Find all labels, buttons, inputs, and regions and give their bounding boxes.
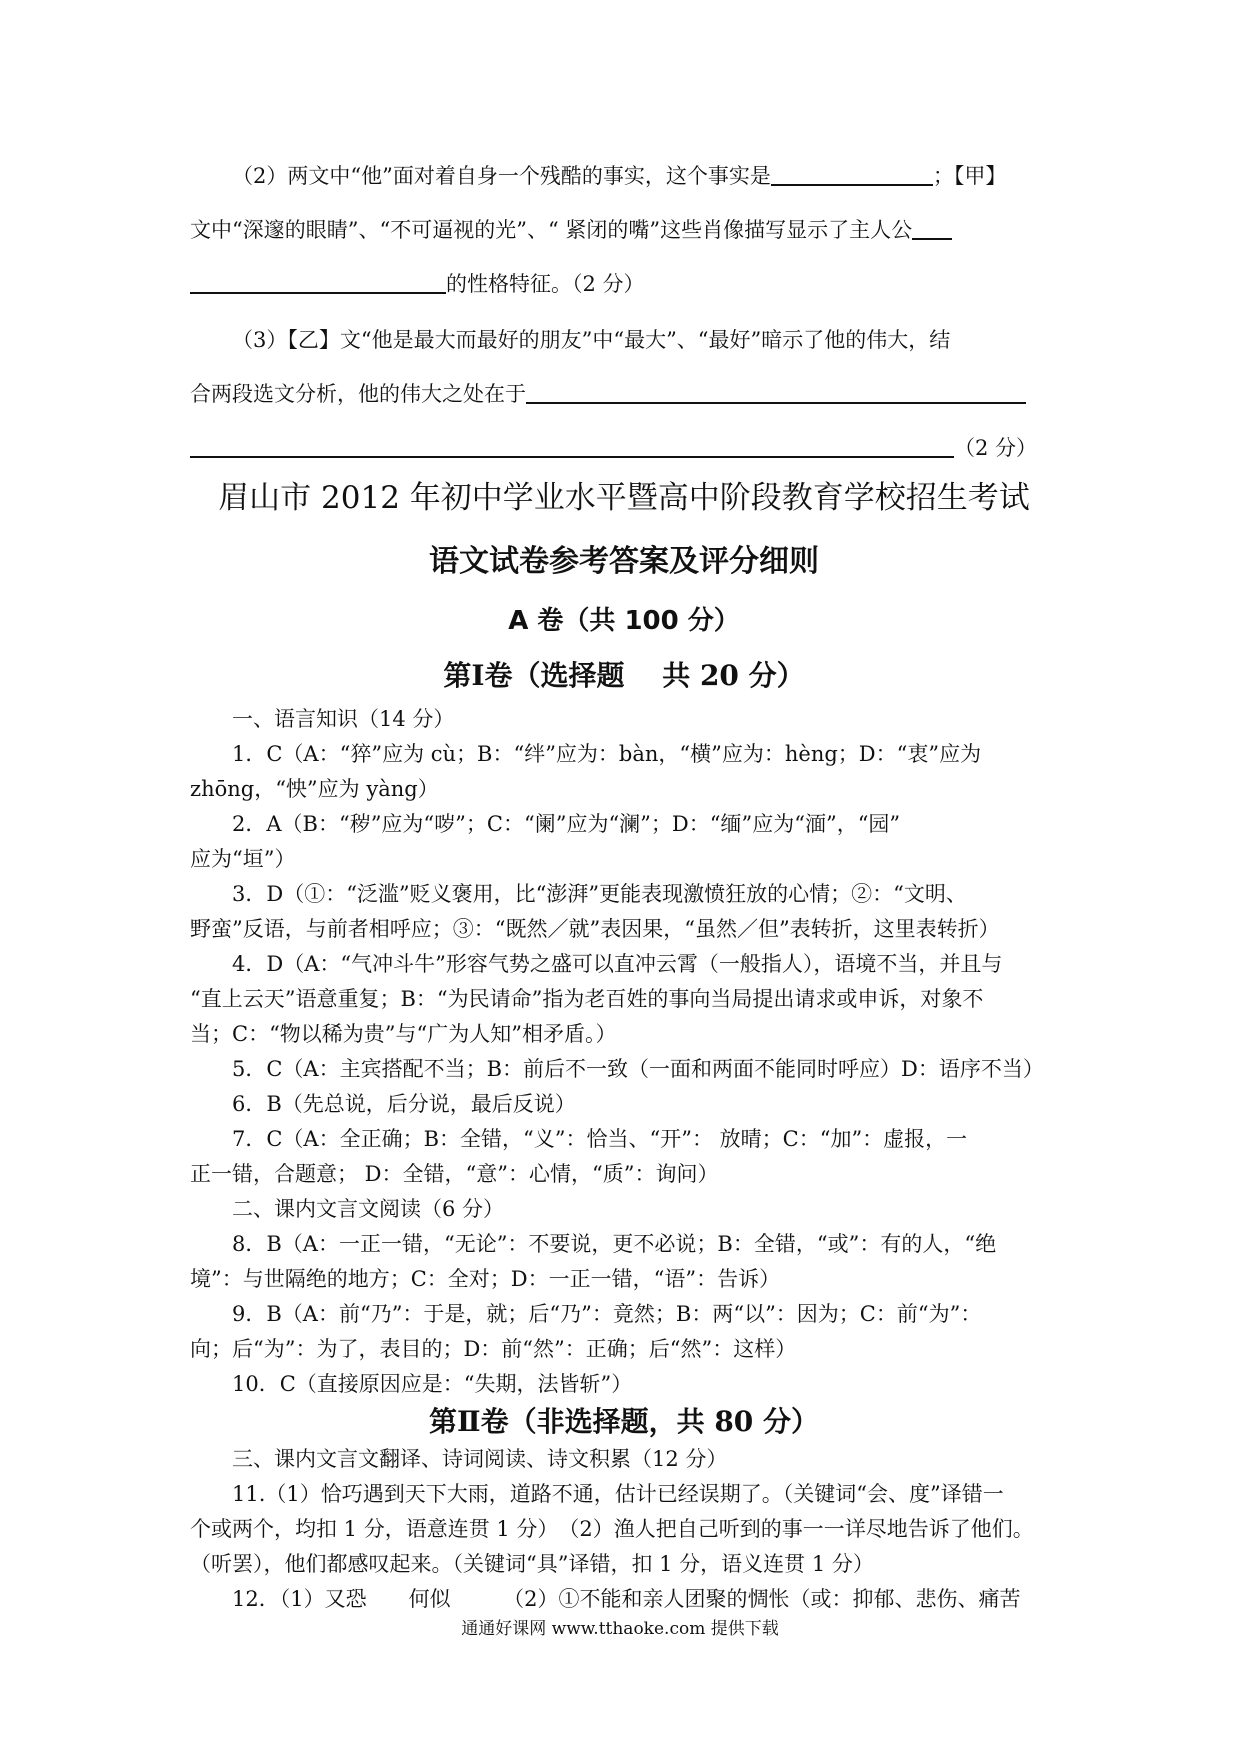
answer-line: 应为“垣”） <box>190 847 296 871</box>
section-heading: 一、语言知识（14 分） <box>232 707 455 731</box>
section-heading: 二、课内文言文阅读（6 分） <box>232 1197 505 1221</box>
question-text: 的性格特征。（2 分） <box>446 272 645 296</box>
answer-blank <box>771 162 933 186</box>
answer-line: 5．C（A：主宾搭配不当；B：前后不一致（一面和两面不能同时呼应）D：语序不当） <box>232 1057 1044 1081</box>
question-3-line-3 <box>190 430 1058 466</box>
question-3-line-1 <box>190 322 1058 358</box>
exam-title: 眉山市 2012 年初中学业水平暨高中阶段教育学校招生考试 <box>218 480 1030 516</box>
question-2-line-1 <box>190 158 1058 194</box>
answer-line: 正一错，合题意； D：全错，“意”：心情，“质”：询问） <box>190 1162 719 1186</box>
answer-line: “直上云天”语意重复；B：“为民请命”指为老百姓的事向当局提出请求或申诉，对象不 <box>190 987 984 1011</box>
part-2-heading: 第Ⅱ卷（非选择题，共 80 分） <box>428 1405 820 1438</box>
answer-line: 当；C：“物以稀为贵”与“广为人知”相矛盾。） <box>190 1022 617 1046</box>
answer-blank <box>912 216 952 240</box>
question-2-line-3 <box>190 266 1058 302</box>
answer-line: 2．A（B：“秽”应为“哕”；C：“阑”应为“澜”；D：“缅”应为“湎”，“园” <box>232 812 901 836</box>
answer-line: 野蛮”反语，与前者相呼应；③：“既然／就”表因果，“虽然／但”表转折，这里表转折） <box>190 917 1000 941</box>
answer-blank <box>190 270 446 294</box>
answer-line: 12．（1）又恐 何似 （2）①不能和亲人团聚的惆怅（或：抑郁、悲伤、痛苦 <box>232 1587 1021 1611</box>
answer-line: zhōng，“怏”应为 yàng） <box>190 777 439 801</box>
answer-line: 境”：与世隔绝的地方；C：全对；D：一正一错，“语”：告诉） <box>190 1267 781 1291</box>
question-3-line-2 <box>190 376 1058 412</box>
answer-line: （听罢），他们都感叹起来。（关键词“具”译错，扣 1 分，语义连贯 1 分） <box>190 1552 874 1576</box>
question-text: 文中“深邃的眼睛”、“不可逼视的光”、“ 紧闭的嘴”这些肖像描写显示了主人公 <box>190 218 913 242</box>
answer-line: 11.（1）恰巧遇到天下大雨，道路不通，估计已经误期了。（关键词“会、度”译错一 <box>232 1482 1004 1506</box>
answer-line: 3．D（①：“泛滥”贬义褒用，比“澎湃”更能表现激愤狂放的心情；②：“文明、 <box>232 882 967 906</box>
volume-a-heading: A 卷（共 100 分） <box>508 606 740 636</box>
answer-blank <box>526 380 1026 404</box>
question-text: （2）两文中“他”面对着自身一个残酷的事实，这个事实是 <box>232 164 771 188</box>
answer-line: 个或两个，均扣 1 分，语意连贯 1 分） （2）渔人把自己听到的事一一详尽地告诉了他们。 <box>190 1517 1034 1541</box>
question-text: （2 分） <box>954 436 1038 460</box>
question-text: ；【甲】 <box>932 164 1007 188</box>
question-text: 合两段选文分析，他的伟大之处在于 <box>190 382 526 406</box>
answer-line: 9．B（A：前“乃”：于是，就；后“乃”：竟然；B：两“以”：因为；C：前“为”： <box>232 1302 982 1326</box>
section-heading: 三、课内文言文翻译、诗词阅读、诗文积累（12 分） <box>232 1447 728 1471</box>
answer-line: 6．B（先总说，后分说，最后反说） <box>232 1092 576 1116</box>
answer-line: 7．C（A：全正确；B：全错，“义”：恰当、“开”： 放晴；C：“加”：虚报，一 <box>232 1127 968 1151</box>
answer-blank <box>190 434 954 458</box>
part-1-heading: 第Ⅰ卷（选择题 共 20 分） <box>443 659 805 692</box>
question-text: （3）【乙】文“他是最大而最好的朋友”中“最大”、“最好”暗示了他的伟大，结 <box>232 328 951 352</box>
page-footer: 通通好课网 www.tthaoke.com 提供下载 <box>461 1619 779 1639</box>
answer-line: 1．C（A：“猝”应为 cù；B：“绊”应为：bàn，“横”应为：hèng；D：“衷”应为 <box>232 742 982 766</box>
answer-line: 4．D（A：“气冲斗牛”形容气势之盛可以直冲云霄（一般指人），语境不当，并且与 <box>232 952 1003 976</box>
answer-line: 8．B（A：一正一错，“无论”：不要说，更不必说；B：全错，“或”：有的人，“绝 <box>232 1232 997 1256</box>
question-2-line-2 <box>190 212 1058 248</box>
answer-line: 10．C（直接原因应是：“失期，法皆斩”） <box>232 1372 633 1396</box>
answer-line: 向；后“为”：为了，表目的；D：前“然”：正确；后“然”：这样） <box>190 1337 797 1361</box>
page-content <box>190 158 1058 1617</box>
answer-title: 语文试卷参考答案及评分细则 <box>429 544 819 579</box>
